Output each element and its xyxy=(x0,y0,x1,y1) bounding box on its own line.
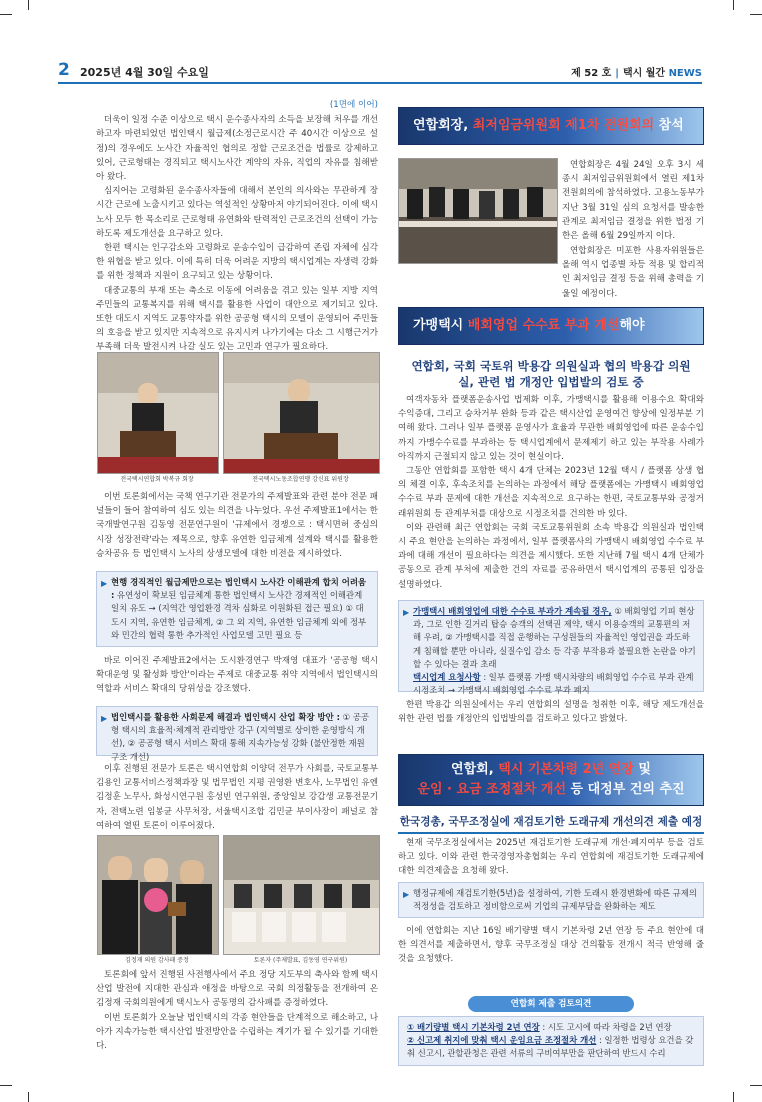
crop-mark xyxy=(28,1092,29,1102)
minimum-wage-article-cont xyxy=(562,244,704,301)
banner-text: 등 대정부 건의 추진 xyxy=(566,782,685,797)
crop-mark xyxy=(750,14,762,15)
box-body: ① 배회영업 기피 현상과, 그로 인한 길거리 탑승 승객의 선택권 제약, 택시 이용승객의 교통편의 저해 우려, ② 가맹택시를 직접 운행하는 구성원들의 자율적인 영업권을 과도하게 침해할 뿐만 아니라, 실질수입 감소 등 각종 부작용과 불필요한 논란을 야기 할 수 있다는 결과 초래 xyxy=(413,606,696,669)
photo-speech-illustration xyxy=(224,353,379,473)
left-article-bottom xyxy=(96,968,378,1053)
crop-mark xyxy=(0,1085,12,1086)
article-paragraph: 이후 진행된 전문가 토론은 택시연합회 이양덕 전무가 사회를, 국토교통부 김용인 교통서비스정책과장 및 법무법인 지평 권영환 변호사, 노무법인 유엔 김정훈 노무사, 화성시연구원 홍성빈 연구위원, 중앙일보 강갑생 교통전문기자, 전택노련 임봉균 사무처장, 서울택시조합 김민균 부이사장이 패널로 참여하여 열띤 토론이 이루어졌다. xyxy=(96,764,378,831)
article-paragraph: 연합회장은 미포한 사용자위원들은 올해 역시 업종별 차등 적용 및 합리적인 최저임금 결정 등을 위해 총력을 기울일 예정이다. xyxy=(562,246,704,299)
triangle-icon: ▶ xyxy=(403,608,410,617)
photo-union-speech xyxy=(223,352,380,474)
summary-box-1 xyxy=(96,571,378,647)
article-paragraph: 토론회에 앞서 진행된 사전행사에서 주요 정당 지도부의 축사와 함께 택시산업 발전에 지대한 관심과 애정을 바탕으로 국회 의정활동을 전개하여 온 김정재 국회의원에게 택시노사 공동명의 감사패를 증정하였다. xyxy=(96,970,378,1009)
article-paragraph: 그동안 연합회를 포함한 택시 4개 단체는 2023년 12월 택시 / 플랫폼 상생 협의 체결 이후, 후속조치를 논의하는 과정에서 해당 플랫폼에는 가맹택시 배회영업 수수료 부과 문제에 대한 개선을 지속적으로 요구하는 한편, 국토교통부와 공정거래위원회 등 관계부처를 대상으로 시정조치를 건의한 바 있다. xyxy=(398,466,704,519)
franchise-article xyxy=(398,393,704,592)
crop-mark xyxy=(0,14,12,15)
article-paragraph: 대중교통의 부재 또는 축소로 이동에 어려움을 겪고 있는 일부 지방 지역 주민들의 교통복지를 위해 택시를 활용한 사업이 대안으로 제기되고 있다. 또한 대도시 지역도 교통약자를 위한 공공형 택시의 모델이 운영되어 주민들의 호응을 받고 있지만 지속적으로 유지시켜 나가기에는 다소 그 시행근거가 부족해 더욱 발전시켜 나갈 실도 있는 고민과 연구가 필요하다. xyxy=(96,285,378,353)
banner-line-2 xyxy=(399,780,703,800)
banner-highlight: 운임 · 요금 조정절차 개선 xyxy=(417,782,567,797)
opinion-item-title: ② 신고제 취지에 맞춰 택시 운임요금 조정절차 개선 xyxy=(407,1035,597,1046)
article-paragraph: 이번 토론회가 오늘날 법인택시의 각종 현안들을 단계적으로 해소하고, 나아가 지속가능한 택시산업 발전방안을 수립하는 계기가 될 수 있기를 기대한다. xyxy=(96,1012,378,1052)
photo-chairman-speech xyxy=(97,352,219,474)
article-paragraph: 현재 국무조정실에서는 2025년 재검토기한 도래규제 개선·폐지여부 등을 검토하고 있다. 이와 관련 한국경영자총협회는 우리 연합회에 재검토기한 도래규제에 대한 의견제출을 요청해 왔다. xyxy=(398,838,704,877)
photo-caption: 김정재 의원 감사패 증정 xyxy=(125,957,189,964)
photo-caption: 전국택시노동조합연맹 강신표 위원장 xyxy=(252,476,349,483)
issue-info: 제 52 호 | 택시 월간 NEWS xyxy=(571,68,702,79)
subheadline-regulation: 한국경총, 국무조정실에 재검토기한 도래규제 개선의견 제출 예정 xyxy=(399,816,703,828)
summary-box-franchise xyxy=(398,600,704,696)
photo-panel-discussion xyxy=(223,835,380,955)
minimum-wage-article xyxy=(562,158,704,243)
article-paragraph: 한편 택시는 인구감소와 고령화로 운송수입이 급감하여 존립 자체에 심각한 위협을 받고 있다. 이에 특히 더욱 어려운 지방의 택시업계는 자생력 강화를 위한 정책과 지원이 요구되고 있는 상황이다. xyxy=(96,243,378,282)
photo-award-illustration xyxy=(98,836,218,954)
photo-panel-illustration xyxy=(224,836,379,954)
triangle-icon: ▶ xyxy=(101,714,108,723)
banner-highlight: 최저임금위원회 제1차 전원회의 xyxy=(472,118,655,133)
subheadline-franchise: 연합회, 국회 국토위 박용갑 의원실과 협의 박용갑 의원실, 관련 법 개정안 입법발의 검토 중 xyxy=(411,359,691,389)
article-paragraph: 이와 관련해 최근 연합회는 국회 국토교통위원회 소속 박용갑 의원실과 법인택시 주요 현안을 논의하는 과정에서, 일부 플랫폼사의 가맹택시 배회영업 수수료 부과에 대해 개선이 필요하다는 의견을 제시했다. 또한 지난해 7월 택시 4개 단체가 공동으로 관계 부처에 제출한 건의 자료를 공유하면서 택시업계의 공통된 입장을 설명하였다. xyxy=(398,522,704,590)
left-article-mid2 xyxy=(96,654,378,697)
regulation-article-cont xyxy=(398,924,704,967)
box-title: 현행 경직적인 월급제만으로는 법인택시 노사간 이해관계 합치 어려움 : xyxy=(111,577,367,601)
banner-text: 연합회, xyxy=(451,762,499,777)
crop-mark xyxy=(28,0,29,10)
photo-caption: 전국택시연합회 박복규 회장 xyxy=(120,476,194,483)
banner-text: 해야 xyxy=(619,318,645,333)
article-paragraph: 이에 연합회는 지난 16일 배기량별 택시 기본차령 2년 연장 등 주요 현안에 대한 의견서를 제출하면서, 향후 국무조정실 대상 건의활동 전개시 적극 반영해 줄 것을 요청했다. xyxy=(398,926,704,965)
submitted-opinion-label: 연합회 제출 검토의견 xyxy=(468,996,634,1012)
subheadline-rule xyxy=(398,832,704,834)
photo-award-ceremony xyxy=(97,835,219,955)
box-title: 가맹택시 배회영업에 대한 수수료 부과가 계속될 경우, xyxy=(413,606,612,616)
opinion-item-body: : 일정한 법령상 요건을 갖춰 신고시, 관할관청은 관련 서류의 구비여부만을 판단하여 반드시 수리 xyxy=(407,1035,694,1059)
submitted-opinion-box xyxy=(398,1016,704,1066)
left-article-top xyxy=(96,98,378,355)
publication-name: 택시 월간 xyxy=(622,68,666,79)
crop-mark xyxy=(750,1085,762,1086)
box-title: 택시업계 요청사항 xyxy=(413,672,481,683)
article-paragraph: 한편 박용갑 의원실에서는 우리 연합회의 설명을 청취한 이후, 해당 제도개선을 위한 관련 법률 개정안의 입법발의를 검토하고 있다고 밝혔다. xyxy=(398,700,704,725)
page-number: 2 xyxy=(58,60,70,80)
photo-caption: 토론자 (주제발표, 김동영 연구위원) xyxy=(253,957,348,964)
triangle-icon: ▶ xyxy=(101,579,108,588)
opinion-item-title: ① 배기량별 택시 기본차령 2년 연장 xyxy=(407,1022,540,1032)
continued-note: (1면에 이어) xyxy=(329,100,378,110)
article-paragraph: 연합회장은 4월 24일 오후 3시 세종시 최저임금위원회에서 열린 제1차 전원회의에 참석하였다. 고용노동부가 지난 3월 31일 심의 요청서를 발송한 관계로 최저임금 결정을 위한 법정 기한은 올해 6월 29일까지 이다. xyxy=(562,160,704,242)
photo-meeting-illustration xyxy=(399,159,557,263)
header-rule xyxy=(58,82,702,84)
banner-text: 및 xyxy=(633,762,651,777)
headline-banner-vehicle-age xyxy=(398,754,704,806)
issue-date: 2025년 4월 30일 수요일 xyxy=(80,66,209,79)
box-body: 행정규제에 재검토기한(5년)을 설정하여, 기한 도래시 환경변화에 따른 규제의 적정성을 검토하고 정비함으로써 기업의 규제부담을 완화하는 제도 xyxy=(413,888,697,912)
banner-line-1 xyxy=(399,760,703,780)
brand-news: NEWS xyxy=(668,68,702,79)
banner-highlight: 배회영업 수수료 부과 개선 xyxy=(467,318,620,333)
opinion-item-body: : 시도 고시에 따라 차령을 2년 연장 xyxy=(542,1022,672,1032)
box-body: ① 공공형 택시의 효율적·체계적 관리방안 강구 (지역별로 상이한 운영방식 개선), ② 공공형 택시 서비스 확대 통해 지속가능성 강화 (불안정한 재원구조 개선) xyxy=(111,712,369,762)
banner-highlight: 택시 기본차령 2년 연장 xyxy=(498,762,634,777)
headline-banner-minimum-wage xyxy=(398,107,704,145)
photo-minimum-wage-meeting xyxy=(398,158,558,264)
crop-mark xyxy=(733,0,734,10)
crop-mark xyxy=(733,1092,734,1102)
article-paragraph: 여객자동차 플랫폼운송사업 법제화 이후, 가맹택시를 활용해 이용수요 확대와 수익증대, 그리고 승차거부 완화 등과 같은 택시산업 운영여건 향상에 일정부분 기여해 왔다. 그러나 일부 플랫폼 운영사가 효율과 무관한 배회영업에 따른 운송수입까지 가맹수수료를 부과하는 등 택시업계에서 문제제기 하고 있는 부작용 사례가 아직까지 근절되지 않고 있는 것이 현실이다. xyxy=(398,395,704,462)
box-body: 유연성이 확보된 임금체계 통한 법인택시 노사간 경제적인 이해관계 일치 유도 → (지역간 영업환경 격차 심화로 이원화된 접근 필요) ① 대도시 지역, 유연한 임금체계, ② 그 외 지역, 유연한 임금체계 외에 정부와 민간의 협력 통한 추가적인 사업모델 고민 필요 등 xyxy=(111,590,367,640)
banner-text: 가맹택시 xyxy=(413,318,468,333)
left-article-mid xyxy=(96,490,378,561)
page-header xyxy=(58,62,702,82)
box-body: : 일부 플랫폼 가맹 택시차량의 배회영업 수수료 부과 관계 시정조치 → 가맹택시 배회영업 수수료 부과 폐지 xyxy=(413,672,694,696)
article-paragraph: 바로 이어진 주제발표2에서는 도시환경연구 박재영 대표가 '공공형 택시 확대운영 및 활성화 방안'이라는 주제로 대중교통 취약 지역에서 법인택시의 역할과 서비스 확대의 당위성을 강조했다. xyxy=(96,656,378,695)
banner-text: 참석 xyxy=(654,118,684,133)
franchise-article-end xyxy=(398,698,704,726)
article-paragraph: 이번 토론회에서는 국책 연구기관 전문가의 주제발표와 관련 분야 전문 패널들이 들어 참여하여 심도 있는 의견을 나누었다. 우선 주제발표1에서는 한국개발연구원 김동영 전문연구원이 '규제에서 경쟁으로 : 택시면허 중심의 시장 성장전략'라는 제목으로, 향후 유연한 임금체계 설계와 택시를 활용한 승차공유 등 법인택시 노사의 상생모델에 대한 비전을 제시하였다. xyxy=(96,492,378,559)
box-title: 법인택시를 활용한 사회문제 해결과 법인택시 산업 확장 방안 : xyxy=(111,712,340,722)
summary-box-2 xyxy=(96,706,378,762)
banner-text: 연합회장, xyxy=(413,118,473,133)
triangle-icon: ▶ xyxy=(403,890,410,899)
summary-box-regulation xyxy=(398,882,704,918)
article-paragraph: 심지어는 고령화된 운수종사자들에 대해서 본인의 의사와는 무관하게 장시간 근로에 노출시키고 있다는 역설적인 상황마저 야기되어진다. 이에 택시노사 모두 한 목소리로 근로형태 유연화와 탄력적인 근로조건의 선택이 가능하도록 제도개선을 요구하고 있다. xyxy=(96,186,378,239)
issue-number: 제 52 호 xyxy=(571,68,612,79)
regulation-article xyxy=(398,836,704,879)
left-article-mid3 xyxy=(96,762,378,833)
photo-speech-illustration xyxy=(98,353,218,473)
article-paragraph: 더욱이 일정 수준 이상으로 택시 운수종사자의 소득을 보장해 처우를 개선하고자 마련되었던 법인택시 월급제(소정근로시간 주 40시간 이상으로 설정)의 경우에도 노사간 자율적인 협의로 정할 근로조건을 법률로 강제하고 있어, 근로형태는 경직되고 택시노사간 계약의 자유, 직업의 자유를 침해받아 왔다. xyxy=(96,115,378,183)
headline-banner-franchise-taxi xyxy=(398,307,704,345)
